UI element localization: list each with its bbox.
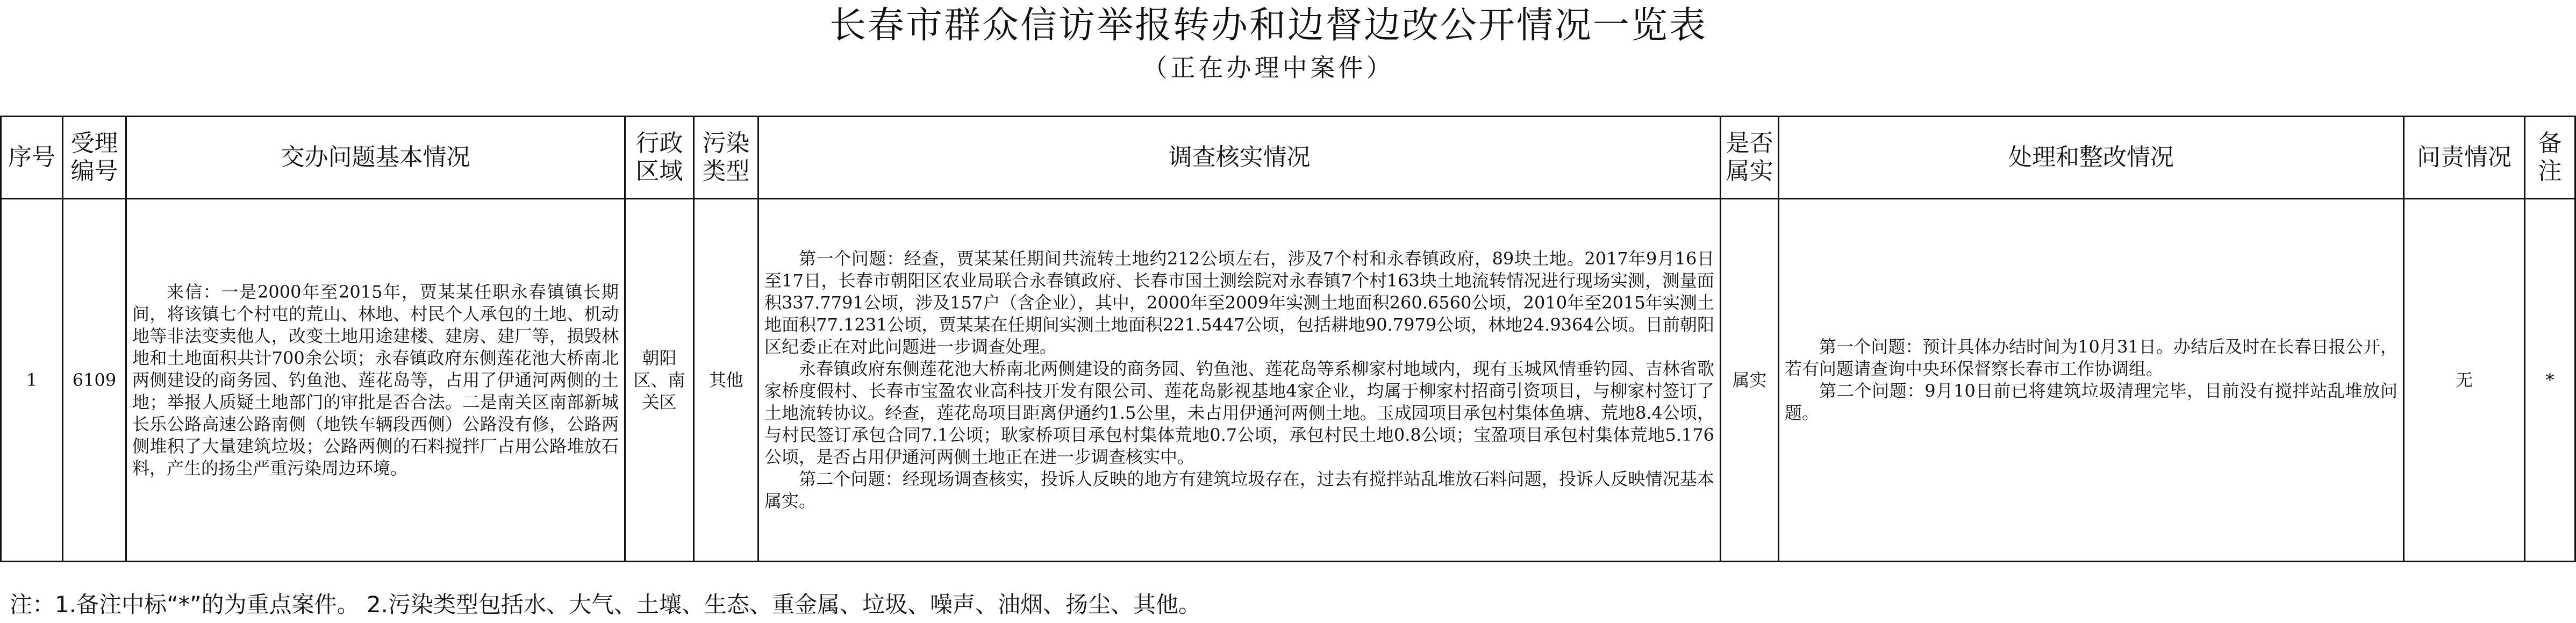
header-seq: 序号 [1,117,63,199]
header-remark: 备注 [2525,117,2575,199]
header-handling: 处理和整改情况 [1779,117,2404,199]
problem-text: 来信：一是2000年至2015年，贾某某任职永春镇镇长期间，将该镇七个村屯的荒山、林地、村民个人承包的土地、机动地等非法变卖他人，改变土地用途建楼、建房、建厂等，损毁林地和土地面积共计700余公顷；永春镇政府东侧莲花池大桥南北两侧建设的商务园、钓鱼池、莲花岛等，占用了伊通河两侧的土地；举报人质疑土地部门的审批是否合法。二是南关区南部新城长乐公路高速公路南侧（地铁车辆段西侧）公路没有修，公路两侧堆积了大量建筑垃圾；公路两侧的石料搅拌厂占用公路堆放石料，产生的扬尘严重污染周边环境。 [132,281,619,478]
handling-paragraph: 第二个问题：9月10日前已将建筑垃圾清理完毕，目前没有搅拌站乱堆放问题。 [1785,381,2398,423]
cell-seq: 1 [1,199,63,562]
header-row [1,117,2575,199]
header-true-or-not: 是否属实 [1721,117,1779,199]
header-region: 行政区域 [625,117,694,199]
cell-investigation [759,199,1721,562]
investigation-paragraph: 永春镇政府东侧莲花池大桥南北两侧建设的商务园、钓鱼池、莲花岛等系柳家村地域内，现有玉城风情垂钓园、吉林省歌家桥度假村、长春市宝盈农业高科技开发有限公司、莲花岛影视基地4家企业，均属于柳家村招商引资项目，与柳家村签订了土地流转协议。经查，莲花岛项目距离伊通约1.5公里，未占用伊通河两侧土地。玉成园项目承包村集体鱼塘、荒地8.4公顷，与村民签订承包合同7.1公顷；耿家桥项目承包村集体荒地0.7公顷，承包村民土地0.8公顷；宝盈项目承包村集体荒地5.176公顷，是否占用伊通河两侧土地正在进一步调查核实中。 [764,359,1714,467]
cell-id: 6109 [63,199,126,562]
cell-true-or-not: 属实 [1721,199,1779,562]
case-table [0,116,2576,562]
header-problem: 交办问题基本情况 [126,117,625,199]
header-pollution: 污染类型 [694,117,759,199]
cell-accountability: 无 [2404,199,2525,562]
handling-paragraph: 第一个问题：预计具体办结时间为10月31日。办结后及时在长春日报公开，若有问题请查询中央环保督察长春市工作协调组。 [1785,336,2398,379]
cell-region: 朝阳区、南关区 [625,199,694,562]
table-row [1,199,2575,562]
investigation-paragraph: 第二个问题：经现场调查核实，投诉人反映的地方有建筑垃圾存在，过去有搅拌站乱堆放石料问题，投诉人反映情况基本属实。 [764,469,1714,511]
header-id: 受理编号 [63,117,126,199]
investigation-paragraph: 第一个问题：经查，贾某某任期间共流转土地约212公顷左右，涉及7个村和永春镇政府，89块土地。2017年9月16日至17日，长春市朝阳区农业局联合永春镇政府、长春市国土测绘院对永春镇7个村163块土地流转情况进行现场实测，测量面积337.7791公顷，涉及157户（含企业），其中，2000年至2009年实测土地面积260.6560公顷，2010年至2015年实测土地面积77.1231公顷，贾某某在任期间实测土地面积221.5447公顷，包括耕地90.7979公顷，林地24.9364公顷。目前朝阳区纪委正在对此问题进一步调查处理。 [764,248,1714,357]
header-investigation: 调查核实情况 [759,117,1721,199]
page-title: 长春市群众信访举报转办和边督边改公开情况一览表 [829,4,1707,47]
cell-handling [1779,199,2404,562]
cell-pollution: 其他 [694,199,759,562]
cell-problem [126,199,625,562]
page-subtitle: （正在办理中案件） [1142,53,1394,82]
footnote: 注：1.备注中标“*”的为重点案件。 2.污染类型包括水、大气、土壤、生态、重金属、垃圾、噪声、油烟、扬尘、其他。 [10,591,1201,618]
header-accountability: 问责情况 [2404,117,2525,199]
cell-remark: * [2525,199,2575,562]
